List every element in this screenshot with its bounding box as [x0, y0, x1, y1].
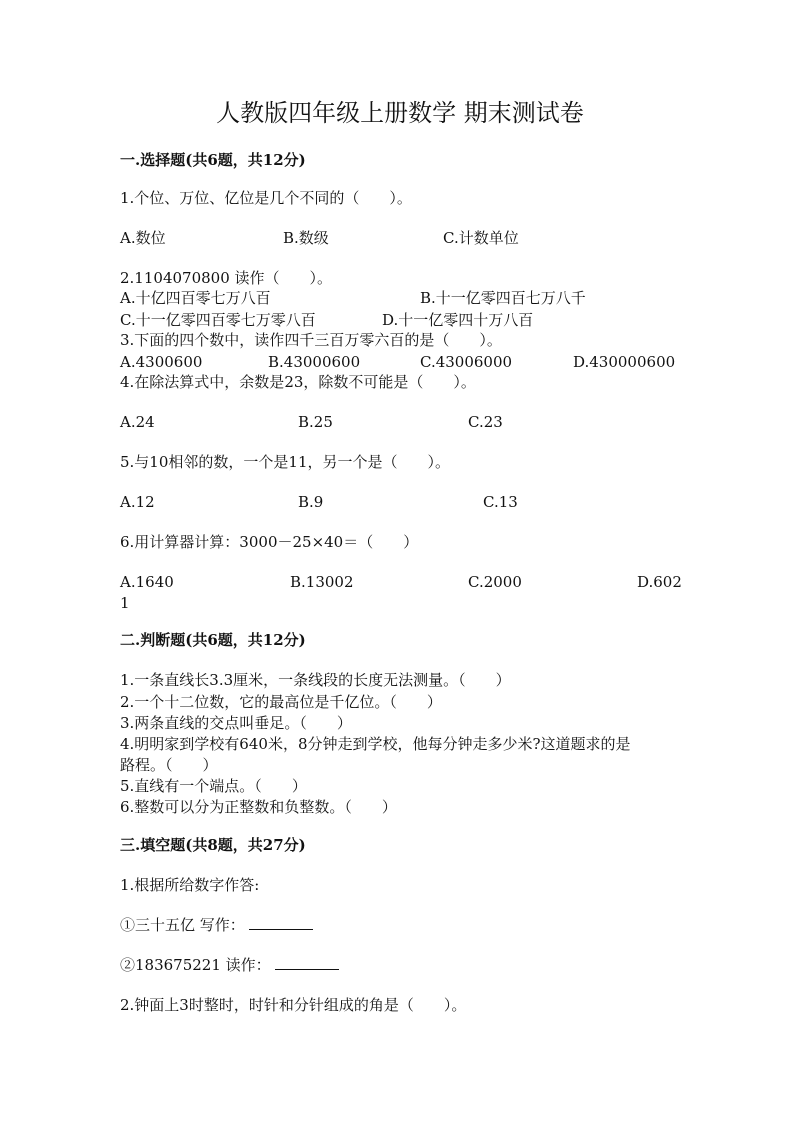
q3-option-d: D.430000600 — [573, 353, 676, 371]
page-title: 人教版四年级上册数学 期末测试卷 — [216, 99, 584, 127]
fill-q1-stem: 1.根据所给数字作答: — [120, 876, 260, 894]
q2-option-c: C.十一亿零四百零七万零八百 — [120, 311, 316, 329]
q5-stem: 5.与10相邻的数，一个是11，另一个是（ ）。 — [120, 453, 450, 471]
answer-blank[interactable] — [249, 915, 313, 930]
judgement-item: 3.两条直线的交点叫垂足。（ ） — [120, 714, 352, 732]
q1-stem: 1.个位、万位、亿位是几个不同的（ ）。 — [120, 189, 412, 207]
q4-stem: 4.在除法算式中，余数是23，除数不可能是（ ）。 — [120, 373, 476, 391]
q5-option-b: B.9 — [298, 493, 324, 511]
q2-stem: 2.1104070800 读作（ ）。 — [120, 269, 333, 287]
q3-stem: 3.下面的四个数中，读作四千三百万零六百的是（ ）。 — [120, 331, 502, 349]
judgement-item-wrap: 路程。（ ） — [120, 756, 218, 774]
q1-option-c: C.计数单位 — [443, 229, 519, 247]
q4-option-a: A.24 — [120, 413, 155, 431]
q5-option-c: C.13 — [483, 493, 518, 511]
q6-option-b: B.13002 — [290, 573, 354, 591]
q2-option-b: B.十一亿零四百七万八千 — [420, 289, 586, 307]
judgement-item: 2.一个十二位数，它的最高位是千亿位。（ ） — [120, 693, 442, 711]
fill-q1-a — [120, 915, 313, 935]
q3-option-c: C.43006000 — [420, 353, 513, 371]
q4-option-c: C.23 — [468, 413, 503, 431]
q4-option-b: B.25 — [298, 413, 333, 431]
q2-option-a: A.十亿四百零七万八百 — [120, 289, 271, 307]
q6-stem: 6.用计算器计算：3000－25×40＝（ ） — [120, 533, 419, 551]
judgement-item: 5.直线有一个端点。（ ） — [120, 777, 307, 795]
q6-option-d: D.602 — [637, 573, 682, 591]
q1-option-b: B.数级 — [283, 229, 329, 247]
section-heading-choice: 一.选择题(共6题，共12分) — [120, 151, 306, 169]
q6-option-d-wrap: 1 — [120, 594, 130, 612]
judgement-item: 1.一条直线长3.3厘米，一条线段的长度无法测量。（ ） — [120, 671, 511, 689]
judgement-item: 6.整数可以分为正整数和负整数。（ ） — [120, 798, 397, 816]
section-heading-judgement: 二.判断题(共6题，共12分) — [120, 631, 306, 649]
section-heading-fill: 三.填空题(共8题，共27分) — [120, 836, 306, 854]
q5-option-a: A.12 — [120, 493, 155, 511]
fill-q1-a-text: ①三十五亿 写作： — [120, 916, 245, 934]
judgement-item: 4.明明家到学校有640米，8分钟走到学校，他每分钟走多少米?这道题求的是 — [120, 735, 631, 753]
fill-q1-b-text: ②183675221 读作： — [120, 956, 271, 974]
q6-option-c: C.2000 — [468, 573, 522, 591]
fill-q2-stem: 2.钟面上3时整时，时针和分针组成的角是（ ）。 — [120, 996, 467, 1014]
q2-option-d: D.十一亿零四十万八百 — [382, 311, 534, 329]
answer-blank[interactable] — [275, 955, 339, 970]
q3-option-b: B.43000600 — [268, 353, 361, 371]
q6-option-a: A.1640 — [120, 573, 174, 591]
q3-option-a: A.4300600 — [120, 353, 203, 371]
q1-option-a: A.数位 — [120, 229, 166, 247]
fill-q1-b — [120, 955, 339, 975]
